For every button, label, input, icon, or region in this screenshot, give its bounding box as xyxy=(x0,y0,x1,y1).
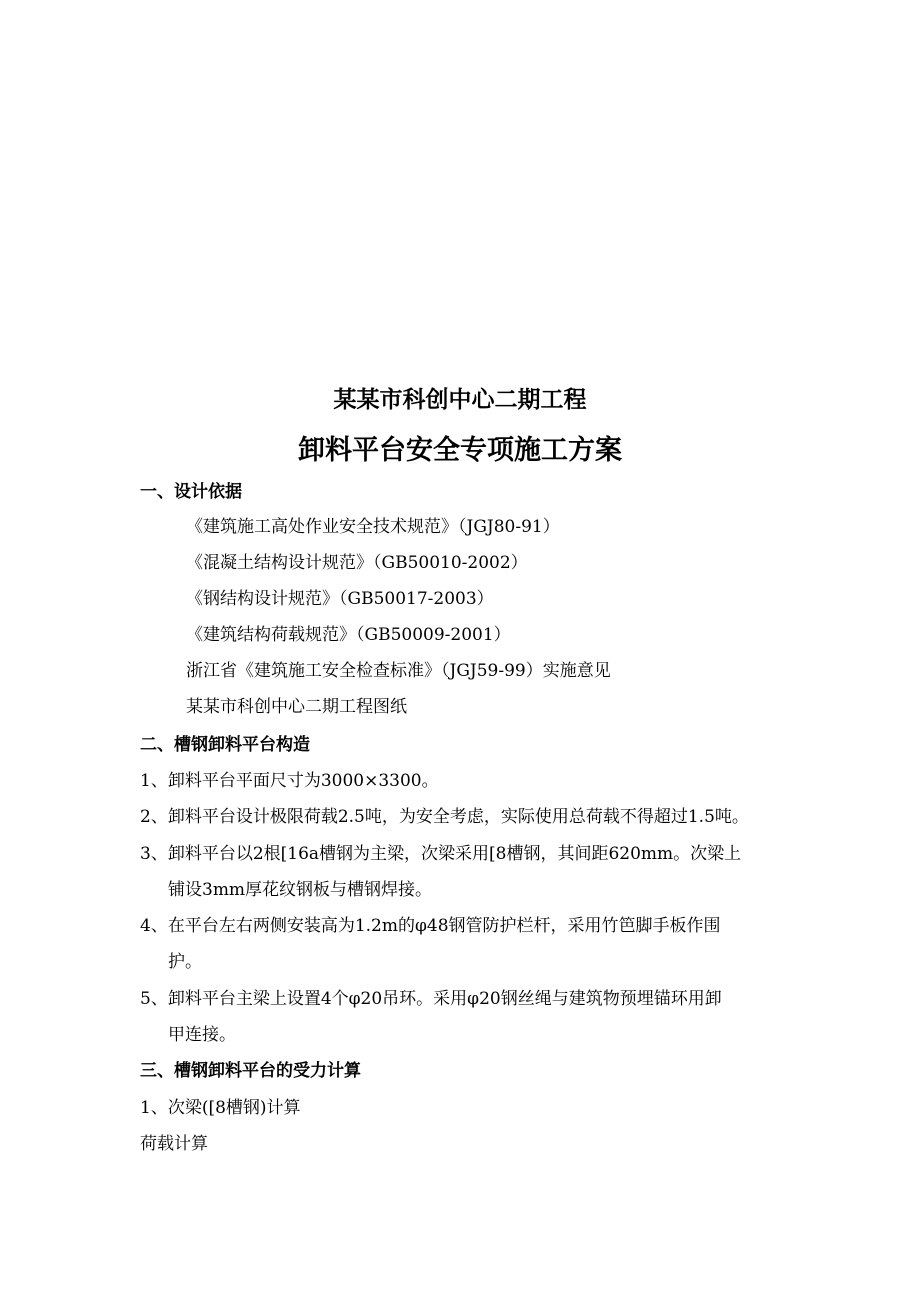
list-item: 2、卸料平台设计极限荷载2.5吨，为安全考虑，实际使用总荷载不得超过1.5吨。 xyxy=(140,807,749,827)
list-item: 3、卸料平台以2根[16a槽钢为主梁，次梁采用[8槽钢，其间距620mm。次梁上 xyxy=(140,844,742,864)
document-title-main: 卸料平台安全专项施工方案 xyxy=(298,435,622,466)
section-heading-platform-structure: 二、槽钢卸料平台构造 xyxy=(140,735,310,755)
section-heading-force-calculation: 三、槽钢卸料平台的受力计算 xyxy=(140,1061,361,1081)
list-item: 4、在平台左右两侧安装高为1.2m的φ48钢管防护栏杆，采用竹笆脚手板作围 xyxy=(140,916,721,936)
reference-item: 浙江省《建筑施工安全检查标准》（JGJ59-99）实施意见 xyxy=(186,661,611,681)
reference-item: 《建筑施工高处作业安全技术规范》（JGJ80-91） xyxy=(186,517,560,537)
reference-item: 某某市科创中心二期工程图纸 xyxy=(186,697,407,717)
list-item-continuation: 甲连接。 xyxy=(168,1025,236,1045)
list-item: 1、次梁([8槽钢)计算 xyxy=(140,1098,301,1118)
list-item: 1、卸料平台平面尺寸为3000×3300。 xyxy=(140,771,439,791)
reference-item: 《建筑结构荷载规范》（GB50009-2001） xyxy=(186,625,511,645)
reference-item: 《混凝土结构设计规范》（GB50010-2002） xyxy=(186,553,528,573)
list-item-continuation: 护。 xyxy=(168,952,202,972)
list-item: 5、卸料平台主梁上设置4个φ20吊环。采用φ20钢丝绳与建筑物预埋锚环用卸 xyxy=(140,989,722,1009)
list-item-continuation: 铺设3mm厚花纹钢板与槽钢焊接。 xyxy=(168,880,433,900)
document-title-project: 某某市科创中心二期工程 xyxy=(333,387,587,413)
paragraph-text: 荷载计算 xyxy=(140,1134,208,1154)
section-heading-design-basis: 一、设计依据 xyxy=(140,482,242,502)
reference-item: 《钢结构设计规范》（GB50017-2003） xyxy=(186,589,494,609)
